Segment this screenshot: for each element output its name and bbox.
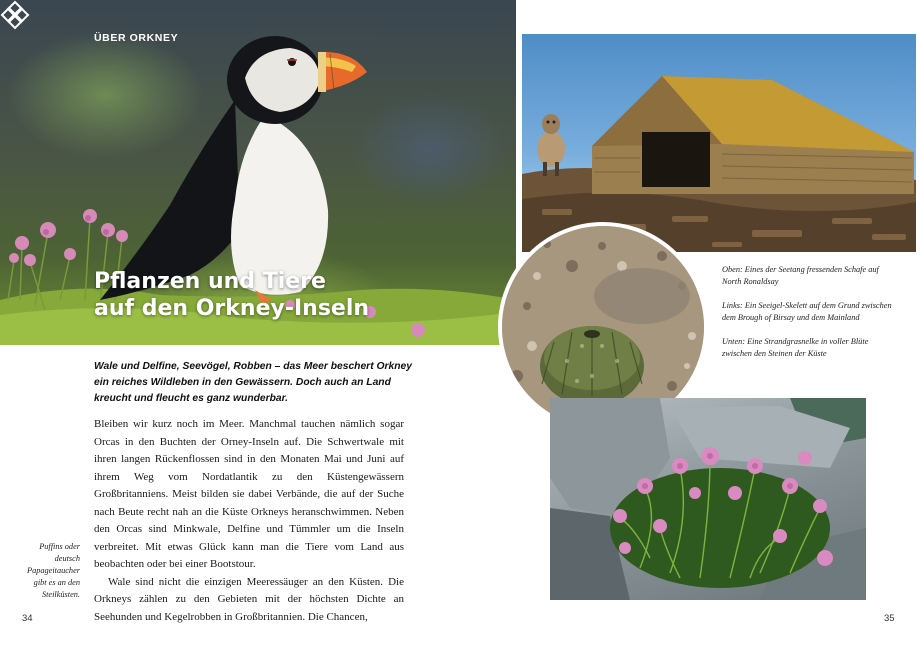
headline-line-2: auf den Orkney-Inseln bbox=[94, 296, 370, 321]
puffin-hero-photo bbox=[0, 0, 516, 345]
caption-top-photo: Oben: Eines der Seetang fressenden Schafe auf North Ronaldsay bbox=[722, 265, 879, 286]
caption-bottom-photo: Unten: Eine Strandgrasnelke in voller Blüte zwischen den Steinen der Küste bbox=[722, 337, 869, 358]
page-number-right: 35 bbox=[884, 613, 895, 624]
section-label: ÜBER ORKNEY bbox=[94, 32, 179, 44]
page-number-left: 34 bbox=[22, 613, 33, 624]
body-paragraph-2: Wale sind nicht die einzigen Meeressäuger an den Küsten. Die Orkneys zählen zu den Gebieten mit der höchsten Dichte an Seehunden und Kegelrobben in Großbritannien. Die Chancen, bbox=[94, 575, 404, 623]
body-paragraph-1: Bleiben wir kurz noch im Meer. Manchmal tauchen nämlich sogar Orcas in den Buchten der Orney-Inseln auf. Die Schwertwale mit ihren langen Rückenflossen sind in den Monaten Mai und Juni auf ihrem Weg vom Nordatlantik zu den Küstengewässern Großbritanniens. Meist bilden sie dabei Verbände, die auf der Suche nach Beute recht nah an die Küste Orkneys heranschwimmen. Neben den Orcas sind Minkwale, Delfine und Tümmler um die Inseln verbreitet. Mit etwas Glück kann man die Tiere vom Land aus beobachten oder bei einer Bootstour. bbox=[94, 418, 404, 570]
article-headline bbox=[94, 268, 494, 322]
puffin-caption: Puffins oder deutsch Papageitaucher gibt es an den Steilküsten. bbox=[27, 542, 80, 599]
headline-line-1: Pflanzen und Tiere bbox=[94, 269, 326, 294]
right-page-captions bbox=[722, 264, 900, 372]
sheep-ruin-photo bbox=[522, 34, 916, 252]
article-body bbox=[94, 416, 404, 626]
orkney-knot-logo-icon bbox=[0, 0, 30, 30]
caption-left-photo: Links: Ein Seeigel-Skelett auf dem Grund zwischen dem Brough of Birsay und dem Mainland bbox=[722, 301, 892, 322]
sea-thrift-photo bbox=[550, 398, 866, 600]
article-lead: Wale und Delfine, Seevögel, Robben – das Meer beschert Orkney ein reiches Wildleben in den Gewässern. Doch auch an Land kreucht und fleucht es ganz wunderbar. bbox=[94, 361, 412, 404]
